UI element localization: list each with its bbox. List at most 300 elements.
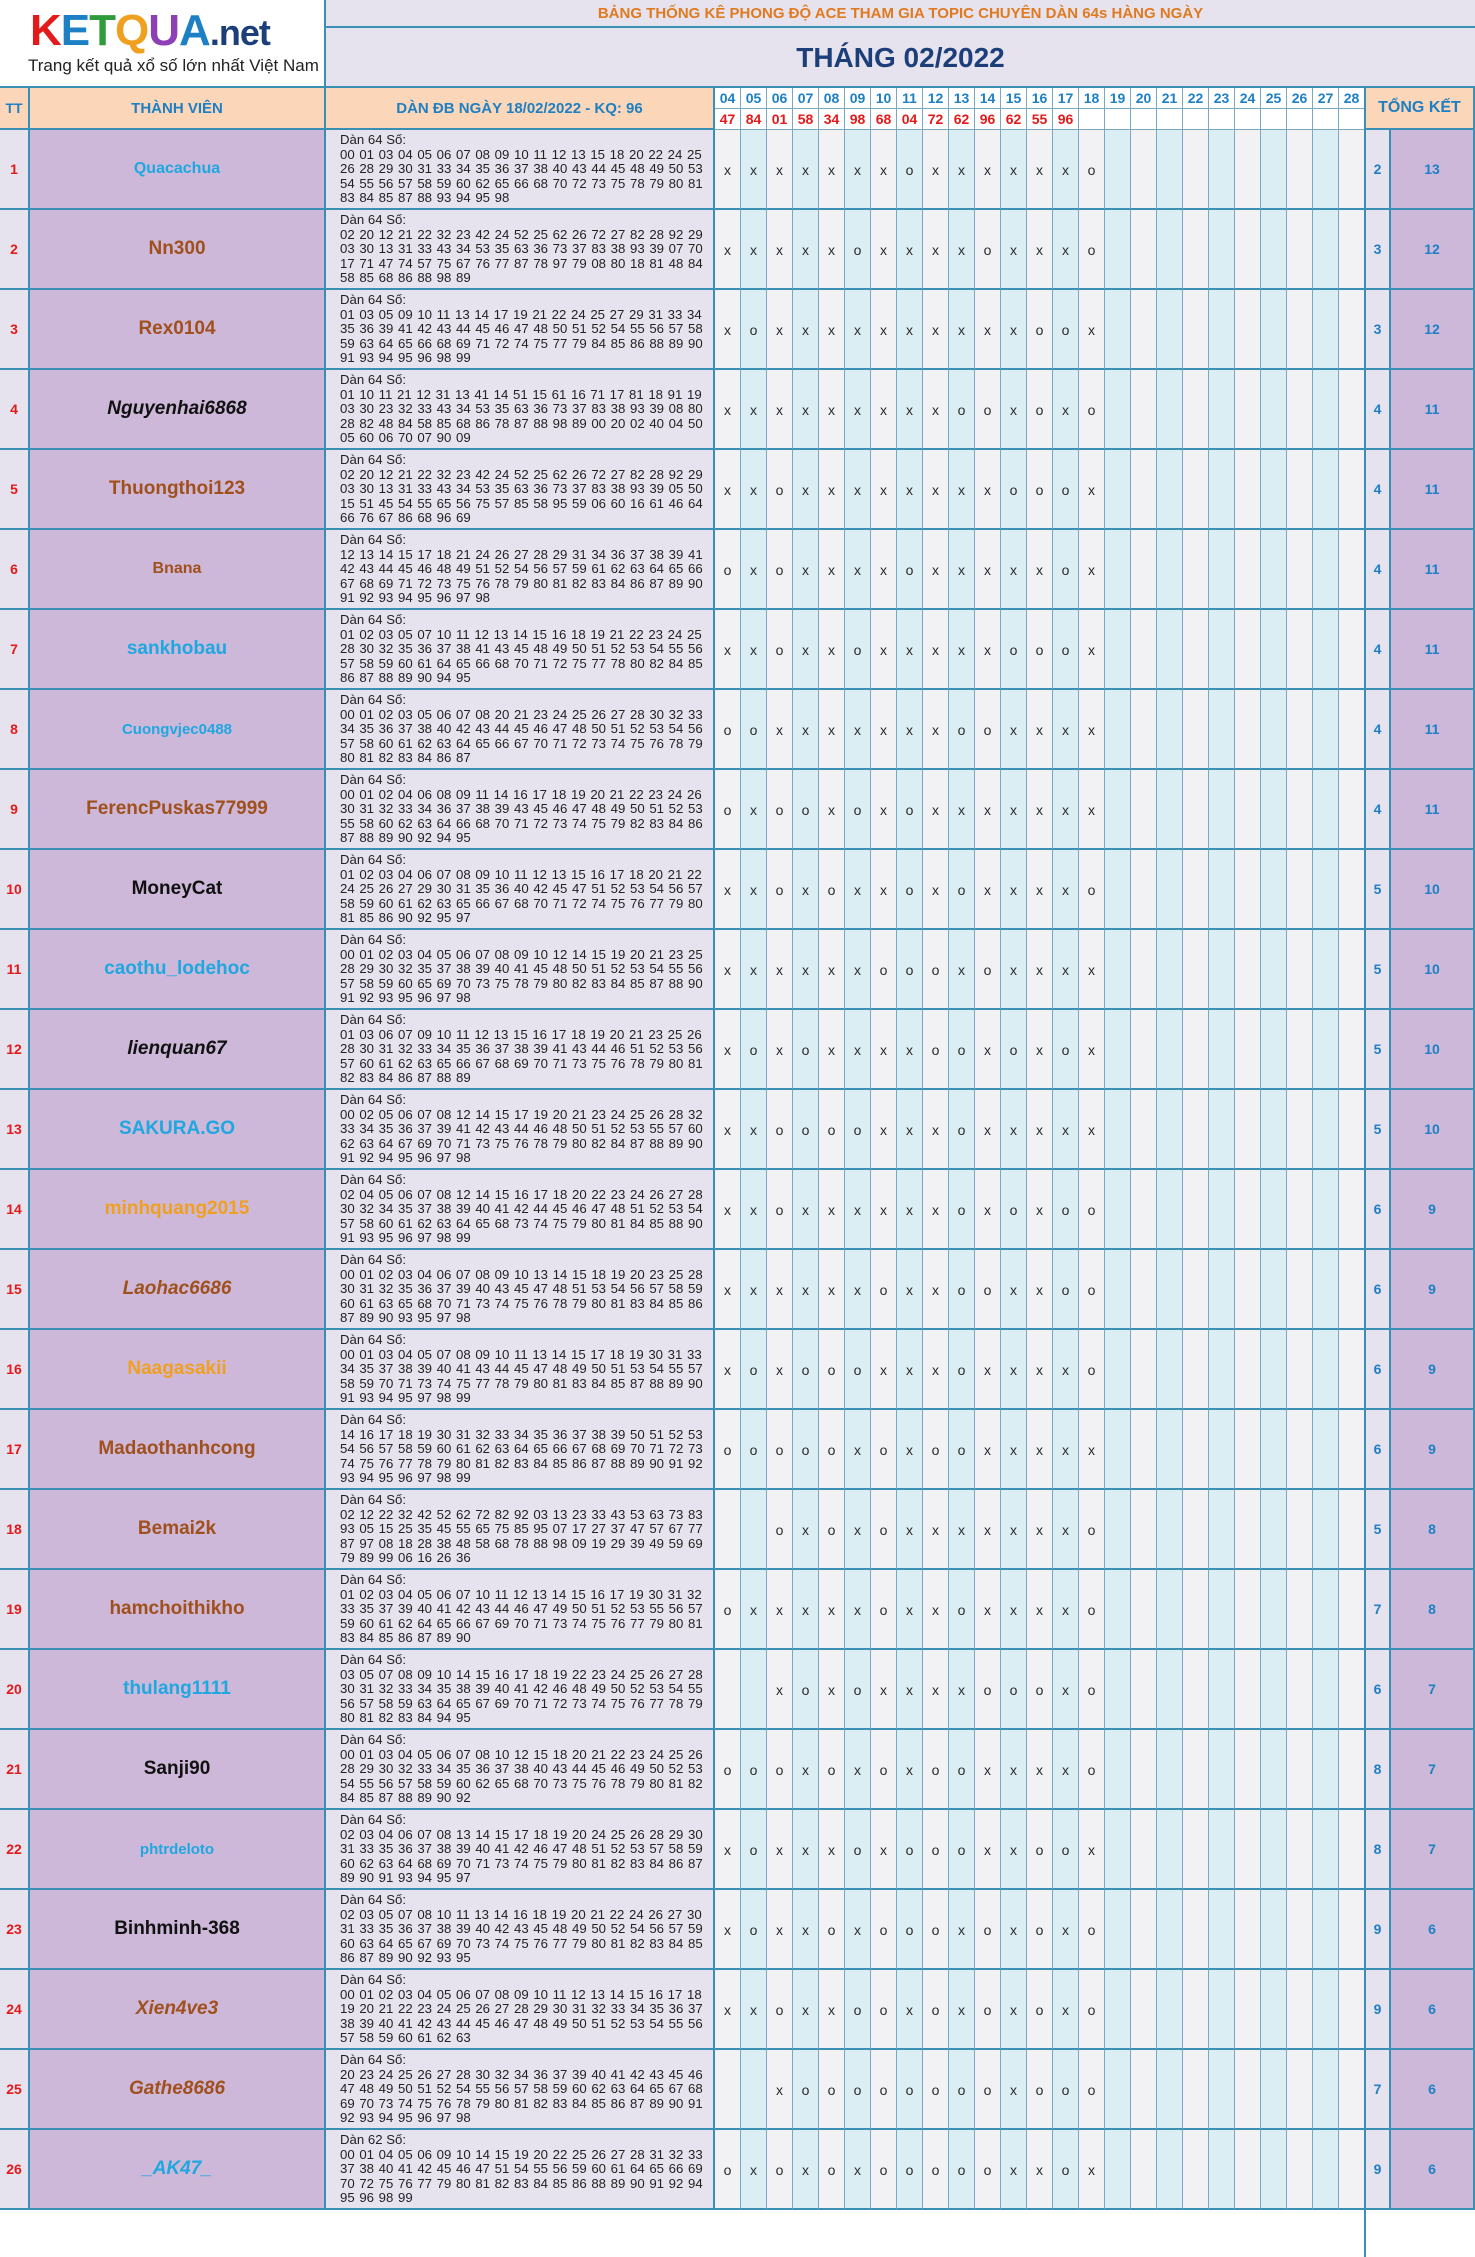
day-mark xyxy=(1209,1170,1235,1250)
day-mark: x xyxy=(793,1250,819,1330)
day-mark: x xyxy=(897,1010,923,1090)
day-mark xyxy=(1209,450,1235,530)
member-name[interactable]: SAKURA.GO xyxy=(30,1090,326,1170)
hit-total: 10 xyxy=(1391,1090,1475,1170)
day-mark: o xyxy=(741,690,767,770)
day-mark: x xyxy=(1053,370,1079,450)
day-mark: o xyxy=(715,2130,741,2210)
day-mark xyxy=(1105,2050,1131,2130)
row-index: 4 xyxy=(0,370,30,450)
dan-numbers: 02 03 04 06 07 08 13 14 15 17 18 19 20 24 25 26 28 29 30 31 33 35 36 37 38 39 40 41 42 46 47 48 51 52 53 57 58 59 60 62 63 64 68 69 70 71 73 74 75 79 80 81 82 83 84 86 87 89 90 91 93 94 95 97 xyxy=(340,1826,703,1886)
day-mark: o xyxy=(975,1250,1001,1330)
day-mark: o xyxy=(923,2050,949,2130)
day-mark: o xyxy=(845,770,871,850)
day-mark xyxy=(1287,1170,1313,1250)
member-name[interactable]: Nguyenhai6868 xyxy=(30,370,326,450)
miss-count: 5 xyxy=(1366,930,1391,1010)
member-name[interactable]: Gathe8686 xyxy=(30,2050,326,2130)
day-mark xyxy=(1157,1170,1183,1250)
day-mark xyxy=(1209,2130,1235,2210)
day-mark xyxy=(1339,370,1365,450)
member-name[interactable]: thulang1111 xyxy=(30,1650,326,1730)
day-mark: x xyxy=(741,1250,767,1330)
member-name[interactable]: lienquan67 xyxy=(30,1010,326,1090)
row-index: 15 xyxy=(0,1250,30,1330)
day-mark xyxy=(1105,1970,1131,2050)
day-mark: o xyxy=(923,1010,949,1090)
day-mark xyxy=(1157,1410,1183,1490)
day-mark: x xyxy=(1079,930,1105,1010)
day-mark: o xyxy=(1001,610,1027,690)
day-mark: x xyxy=(897,290,923,370)
day-mark xyxy=(1261,610,1287,690)
day-mark: x xyxy=(793,370,819,450)
day-mark xyxy=(1313,1890,1339,1970)
miss-count: 4 xyxy=(1366,610,1391,690)
day-mark xyxy=(1339,770,1365,850)
day-mark: x xyxy=(949,530,975,610)
day-mark xyxy=(1339,1490,1365,1570)
day-mark: o xyxy=(741,290,767,370)
logo-letter: K xyxy=(30,6,61,55)
day-mark xyxy=(1339,1890,1365,1970)
day-mark: x xyxy=(923,1330,949,1410)
day-mark xyxy=(1339,1730,1365,1810)
day-mark xyxy=(1157,850,1183,930)
day-mark: x xyxy=(715,930,741,1010)
day-mark: o xyxy=(949,370,975,450)
ketqua-logo[interactable] xyxy=(0,0,326,88)
day-mark: x xyxy=(845,1010,871,1090)
day-mark xyxy=(1287,770,1313,850)
day-mark xyxy=(1105,1570,1131,1650)
miss-count: 5 xyxy=(1366,1090,1391,1170)
day-mark: x xyxy=(897,210,923,290)
day-mark: x xyxy=(715,1890,741,1970)
day-mark xyxy=(1105,1890,1131,1970)
logo-letter: Q xyxy=(115,6,149,55)
member-dan xyxy=(326,930,715,1010)
member-dan xyxy=(326,1490,715,1570)
day-mark xyxy=(1313,690,1339,770)
day-mark xyxy=(1261,1170,1287,1250)
day-mark: o xyxy=(1079,850,1105,930)
day-mark: x xyxy=(715,290,741,370)
member-dan xyxy=(326,130,715,210)
miss-count: 6 xyxy=(1366,1250,1391,1330)
day-mark xyxy=(1209,770,1235,850)
day-mark: x xyxy=(845,290,871,370)
day-mark: o xyxy=(1001,1010,1027,1090)
day-mark xyxy=(1209,1250,1235,1330)
day-mark xyxy=(1313,530,1339,610)
day-mark: x xyxy=(767,930,793,1010)
day-mark xyxy=(1261,1010,1287,1090)
day-mark: x xyxy=(845,1410,871,1490)
day-mark xyxy=(1131,850,1157,930)
day-mark xyxy=(1183,1330,1209,1410)
day-mark: x xyxy=(949,210,975,290)
day-mark xyxy=(1313,770,1339,850)
dan-heading: Dàn 64 Số: xyxy=(340,2052,406,2067)
day-mark xyxy=(1131,370,1157,450)
member-name[interactable]: Naagasakii xyxy=(30,1330,326,1410)
member-name[interactable]: Nn300 xyxy=(30,210,326,290)
member-name[interactable]: hamchoithikho xyxy=(30,1570,326,1650)
member-name[interactable]: caothu_lodehoc xyxy=(30,930,326,1010)
day-mark: x xyxy=(1001,850,1027,930)
day-mark xyxy=(1235,530,1261,610)
member-name[interactable]: sankhobau xyxy=(30,610,326,690)
member-name[interactable]: _AK47_ xyxy=(30,2130,326,2210)
member-name[interactable]: Rex0104 xyxy=(30,290,326,370)
hit-total: 13 xyxy=(1391,130,1475,210)
day-mark xyxy=(1209,850,1235,930)
day-mark: o xyxy=(1053,290,1079,370)
day-mark xyxy=(1235,130,1261,210)
dan-heading: Dàn 64 Số: xyxy=(340,1172,406,1187)
day-mark: o xyxy=(949,1410,975,1490)
member-name[interactable]: FerencPuskas77999 xyxy=(30,770,326,850)
row-index: 21 xyxy=(0,1730,30,1810)
day-mark xyxy=(1131,210,1157,290)
day-result: 01 xyxy=(767,109,793,130)
day-mark xyxy=(1339,130,1365,210)
dan-numbers: 02 20 12 21 22 32 23 42 24 52 25 62 26 72 27 82 28 92 29 03 30 13 31 33 43 34 53 35 63 36 73 37 83 38 93 39 05 50 15 51 45 54 55 65 56 75 57 85 58 95 59 06 60 16 61 46 64 66 76 67 86 68 96 69 xyxy=(340,466,703,526)
day-mark xyxy=(1183,690,1209,770)
dan-numbers: 00 01 03 04 05 06 07 08 10 12 15 18 20 21 22 23 24 25 26 28 29 30 32 33 34 35 36 37 38 40 43 44 45 46 49 50 52 53 54 55 56 57 58 59 60 62 65 68 70 73 75 76 78 79 80 81 82 84 85 87 88 89 90 92 xyxy=(340,1746,703,1806)
day-mark xyxy=(1339,930,1365,1010)
member-name[interactable]: MoneyCat xyxy=(30,850,326,930)
logo-domain: .net xyxy=(209,12,270,53)
day-mark: x xyxy=(793,1490,819,1570)
member-dan xyxy=(326,1890,715,1970)
day-label: 12 xyxy=(923,88,949,109)
day-mark: x xyxy=(897,1570,923,1650)
day-mark xyxy=(1131,1810,1157,1890)
day-mark: x xyxy=(1053,130,1079,210)
row-index: 17 xyxy=(0,1410,30,1490)
day-mark xyxy=(1209,1410,1235,1490)
day-mark: x xyxy=(819,770,845,850)
day-mark xyxy=(1131,1490,1157,1570)
day-mark: x xyxy=(1053,1730,1079,1810)
day-mark: x xyxy=(975,1810,1001,1890)
day-mark xyxy=(1105,1650,1131,1730)
hit-total: 11 xyxy=(1391,610,1475,690)
day-mark: o xyxy=(767,610,793,690)
day-mark: x xyxy=(1001,130,1027,210)
day-mark: x xyxy=(1079,1810,1105,1890)
row-index: 3 xyxy=(0,290,30,370)
day-mark xyxy=(1105,1410,1131,1490)
day-mark xyxy=(1287,1650,1313,1730)
member-dan xyxy=(326,1410,715,1490)
day-mark: x xyxy=(871,1330,897,1410)
day-mark: o xyxy=(741,1730,767,1810)
day-mark: x xyxy=(793,610,819,690)
day-mark xyxy=(1235,1730,1261,1810)
dan-numbers: 02 04 05 06 07 08 12 14 15 16 17 18 20 22 23 24 26 27 28 30 32 34 35 37 38 39 40 41 42 44 45 46 47 48 51 52 53 54 57 58 60 61 62 63 64 65 68 73 74 75 79 80 81 84 85 88 90 91 93 95 96 97 98 99 xyxy=(340,1186,703,1246)
day-mark: x xyxy=(1027,690,1053,770)
day-mark: o xyxy=(975,2050,1001,2130)
member-dan xyxy=(326,530,715,610)
header-dan: DÀN ĐB NGÀY 18/02/2022 - KQ: 96 xyxy=(326,88,715,130)
row-index: 23 xyxy=(0,1890,30,1970)
day-result xyxy=(1157,109,1183,130)
day-mark xyxy=(1339,2130,1365,2210)
member-name[interactable]: Bnana xyxy=(30,530,326,610)
day-mark xyxy=(1287,370,1313,450)
day-label: 06 xyxy=(767,88,793,109)
day-mark: x xyxy=(1001,210,1027,290)
day-mark: x xyxy=(1001,2130,1027,2210)
day-mark: o xyxy=(949,2050,975,2130)
day-mark: x xyxy=(949,770,975,850)
day-mark: x xyxy=(767,1250,793,1330)
day-mark: o xyxy=(871,1250,897,1330)
day-mark xyxy=(1261,290,1287,370)
day-mark xyxy=(1105,1090,1131,1170)
day-mark xyxy=(1105,850,1131,930)
day-mark: o xyxy=(767,2130,793,2210)
day-mark xyxy=(1183,130,1209,210)
day-mark: x xyxy=(819,450,845,530)
day-mark xyxy=(1105,530,1131,610)
day-label: 26 xyxy=(1287,88,1313,109)
day-mark: x xyxy=(1053,1570,1079,1650)
day-mark xyxy=(1183,610,1209,690)
day-mark: x xyxy=(923,690,949,770)
day-mark: x xyxy=(741,450,767,530)
day-mark: o xyxy=(793,1650,819,1730)
day-mark: x xyxy=(819,690,845,770)
hit-total: 11 xyxy=(1391,690,1475,770)
member-dan xyxy=(326,1730,715,1810)
day-label: 22 xyxy=(1183,88,1209,109)
day-mark: o xyxy=(975,1650,1001,1730)
day-mark: x xyxy=(897,1410,923,1490)
miss-count: 8 xyxy=(1366,1730,1391,1810)
day-mark: o xyxy=(949,1170,975,1250)
day-mark xyxy=(1287,1410,1313,1490)
dan-heading: Dàn 64 Số: xyxy=(340,1252,406,1267)
day-mark xyxy=(1339,1090,1365,1170)
member-name[interactable]: Madaothanhcong xyxy=(30,1410,326,1490)
day-mark: x xyxy=(949,290,975,370)
day-mark xyxy=(1105,1810,1131,1890)
day-mark xyxy=(1313,850,1339,930)
day-mark: x xyxy=(741,1090,767,1170)
day-mark xyxy=(1339,210,1365,290)
day-mark xyxy=(1157,1810,1183,1890)
day-mark: x xyxy=(1027,1490,1053,1570)
day-mark xyxy=(1235,850,1261,930)
hit-total: 10 xyxy=(1391,1010,1475,1090)
day-mark: x xyxy=(1001,1490,1027,1570)
day-mark: x xyxy=(975,1570,1001,1650)
day-mark xyxy=(1105,930,1131,1010)
day-mark: x xyxy=(715,1090,741,1170)
day-mark: x xyxy=(1001,1330,1027,1410)
day-result xyxy=(1287,109,1313,130)
day-mark xyxy=(1131,530,1157,610)
day-mark xyxy=(1105,610,1131,690)
member-name[interactable]: Sanji90 xyxy=(30,1730,326,1810)
day-mark: x xyxy=(715,1810,741,1890)
hit-total: 12 xyxy=(1391,210,1475,290)
hit-total: 6 xyxy=(1391,1890,1475,1970)
row-index: 18 xyxy=(0,1490,30,1570)
day-mark xyxy=(1209,1090,1235,1170)
day-label: 13 xyxy=(949,88,975,109)
day-mark xyxy=(1235,450,1261,530)
day-mark: o xyxy=(845,1810,871,1890)
day-mark: o xyxy=(975,2130,1001,2210)
day-mark: x xyxy=(871,1090,897,1170)
row-index: 5 xyxy=(0,450,30,530)
day-mark xyxy=(1261,1970,1287,2050)
day-mark xyxy=(1209,1650,1235,1730)
day-mark xyxy=(1183,1650,1209,1730)
day-mark: o xyxy=(923,1810,949,1890)
day-mark xyxy=(1339,290,1365,370)
logo-tagline: Trang kết quả xổ số lớn nhất Việt Nam xyxy=(28,56,319,75)
day-mark: o xyxy=(897,2130,923,2210)
day-label: 18 xyxy=(1079,88,1105,109)
miss-count: 4 xyxy=(1366,450,1391,530)
member-name[interactable]: phtrdeloto xyxy=(30,1810,326,1890)
day-mark xyxy=(1131,2050,1157,2130)
day-mark xyxy=(1183,2130,1209,2210)
day-mark: x xyxy=(767,1010,793,1090)
member-name[interactable]: Laohac6686 xyxy=(30,1250,326,1330)
day-mark: x xyxy=(715,850,741,930)
day-mark: o xyxy=(1053,1250,1079,1330)
member-row xyxy=(0,1170,1475,1250)
day-mark: o xyxy=(975,690,1001,770)
row-index: 16 xyxy=(0,1330,30,1410)
member-dan xyxy=(326,2130,715,2210)
day-mark: x xyxy=(741,210,767,290)
day-mark: x xyxy=(845,530,871,610)
day-mark xyxy=(1157,1090,1183,1170)
day-mark xyxy=(1131,930,1157,1010)
day-mark: x xyxy=(1053,770,1079,850)
day-mark: x xyxy=(1001,1970,1027,2050)
day-mark xyxy=(1183,1170,1209,1250)
day-mark xyxy=(1313,1730,1339,1810)
day-mark: x xyxy=(897,610,923,690)
dan-heading: Dàn 64 Số: xyxy=(340,852,406,867)
day-mark: x xyxy=(741,2130,767,2210)
day-mark: x xyxy=(1027,1250,1053,1330)
day-mark: o xyxy=(923,1410,949,1490)
day-mark xyxy=(1105,290,1131,370)
day-mark xyxy=(1313,1410,1339,1490)
day-mark: x xyxy=(715,1330,741,1410)
day-mark: x xyxy=(1027,130,1053,210)
day-mark: o xyxy=(1027,1650,1053,1730)
day-mark xyxy=(1235,290,1261,370)
day-mark: x xyxy=(923,770,949,850)
day-mark xyxy=(1131,1250,1157,1330)
day-mark: o xyxy=(897,2050,923,2130)
day-mark: x xyxy=(741,130,767,210)
day-mark: o xyxy=(767,1170,793,1250)
member-name[interactable]: Bemai2k xyxy=(30,1490,326,1570)
member-name[interactable]: Xien4ve3 xyxy=(30,1970,326,2050)
dan-heading: Dàn 64 Số: xyxy=(340,1572,406,1587)
hit-total: 10 xyxy=(1391,930,1475,1010)
row-index: 8 xyxy=(0,690,30,770)
day-mark: x xyxy=(949,610,975,690)
miss-count: 6 xyxy=(1366,1650,1391,1730)
day-mark: x xyxy=(819,1170,845,1250)
day-mark: x xyxy=(767,210,793,290)
day-mark: x xyxy=(975,290,1001,370)
day-mark: o xyxy=(1001,1170,1027,1250)
day-mark xyxy=(1339,1410,1365,1490)
day-mark: o xyxy=(1053,2130,1079,2210)
day-mark xyxy=(1235,770,1261,850)
hit-total: 11 xyxy=(1391,530,1475,610)
day-mark: x xyxy=(845,450,871,530)
member-name[interactable]: minhquang2015 xyxy=(30,1170,326,1250)
day-label: 10 xyxy=(871,88,897,109)
member-name[interactable]: Cuongvjec0488 xyxy=(30,690,326,770)
day-mark xyxy=(1183,370,1209,450)
day-mark: x xyxy=(819,1010,845,1090)
hit-total: 8 xyxy=(1391,1570,1475,1650)
member-name[interactable]: Binhminh-368 xyxy=(30,1890,326,1970)
member-dan xyxy=(326,690,715,770)
miss-count: 7 xyxy=(1366,2050,1391,2130)
member-row xyxy=(0,930,1475,1010)
dan-numbers: 00 01 03 04 05 06 07 08 09 10 11 12 13 15 18 20 22 24 25 26 28 29 30 31 33 34 35 36 37 38 40 43 44 45 48 49 50 53 54 55 56 57 58 59 60 62 65 66 68 70 72 73 75 78 79 80 81 83 84 85 87 88 93 94 95 98 xyxy=(340,146,703,206)
day-mark: o xyxy=(871,1970,897,2050)
day-mark xyxy=(1157,770,1183,850)
day-mark: x xyxy=(741,850,767,930)
day-mark xyxy=(1235,1810,1261,1890)
day-mark xyxy=(1131,690,1157,770)
day-mark xyxy=(1287,1010,1313,1090)
day-mark: x xyxy=(845,370,871,450)
hit-total: 6 xyxy=(1391,2050,1475,2130)
member-row xyxy=(0,290,1475,370)
month-title: THÁNG 02/2022 xyxy=(326,28,1475,88)
day-mark: o xyxy=(767,1490,793,1570)
day-mark xyxy=(1131,1650,1157,1730)
day-mark xyxy=(1313,2130,1339,2210)
day-mark xyxy=(1339,530,1365,610)
day-mark xyxy=(1183,1250,1209,1330)
day-mark: x xyxy=(871,770,897,850)
day-mark: x xyxy=(871,530,897,610)
day-mark: x xyxy=(1053,1410,1079,1490)
day-result xyxy=(1339,109,1365,130)
day-mark: o xyxy=(897,770,923,850)
member-name[interactable]: Thuongthoi123 xyxy=(30,450,326,530)
day-result: 34 xyxy=(819,109,845,130)
member-dan xyxy=(326,610,715,690)
row-index: 26 xyxy=(0,2130,30,2210)
member-name[interactable]: Quacachua xyxy=(30,130,326,210)
day-mark: o xyxy=(1027,370,1053,450)
day-mark xyxy=(1131,1890,1157,1970)
day-mark xyxy=(1105,1730,1131,1810)
day-mark xyxy=(1287,690,1313,770)
